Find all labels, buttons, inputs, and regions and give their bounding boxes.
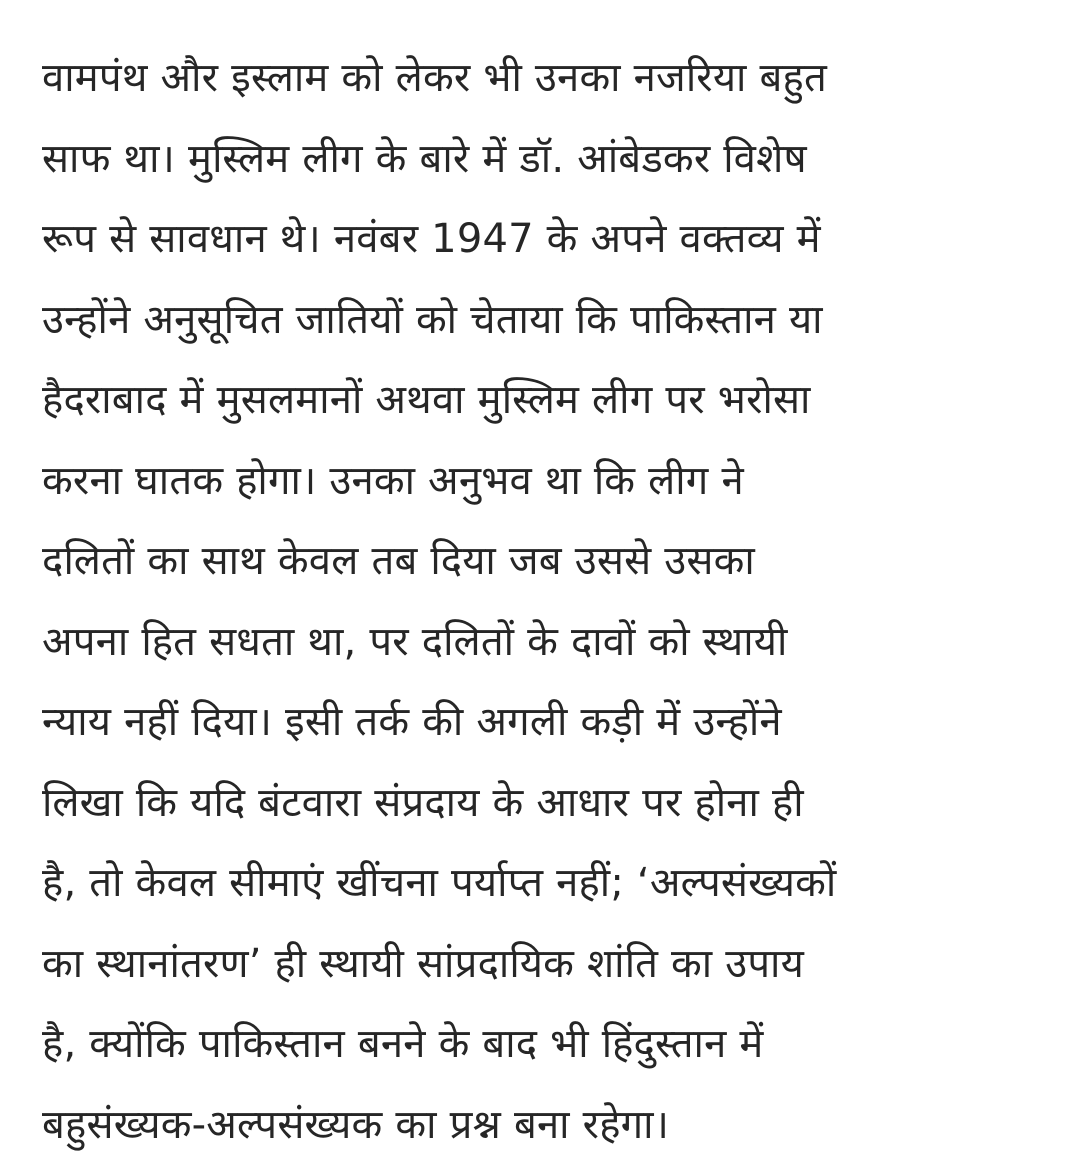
paragraph-line: वामपंथ और इस्लाम को लेकर भी उनका नजरिया बहुत bbox=[42, 38, 1052, 119]
paragraph-line: है, तो केवल सीमाएं खींचना पर्याप्त नहीं; ‘अल्पसंख्यकों bbox=[42, 843, 1052, 924]
paragraph-line: उन्होंने अनुसूचित जातियों को चेताया कि पाकिस्तान या bbox=[42, 280, 1052, 361]
paragraph-line: हैदराबाद में मुसलमानों अथवा मुस्लिम लीग पर भरोसा bbox=[42, 360, 1052, 441]
body-paragraph bbox=[42, 38, 1052, 1165]
paragraph-line: है, क्योंकि पाकिस्तान बनने के बाद भी हिंदुस्तान में bbox=[42, 1004, 1052, 1085]
paragraph-line: दलितों का साथ केवल तब दिया जब उससे उसका bbox=[42, 521, 1052, 602]
paragraph-line: करना घातक होगा। उनका अनुभव था कि लीग ने bbox=[42, 441, 1052, 522]
paragraph-line: लिखा कि यदि बंटवारा संप्रदाय के आधार पर होना ही bbox=[42, 763, 1052, 844]
paragraph-line: रूप से सावधान थे। नवंबर 1947 के अपने वक्तव्य में bbox=[42, 199, 1052, 280]
paragraph-line: न्याय नहीं दिया। इसी तर्क की अगली कड़ी में उन्होंने bbox=[42, 682, 1052, 763]
paragraph-line: साफ था। मुस्लिम लीग के बारे में डॉ. आंबेडकर विशेष bbox=[42, 119, 1052, 200]
paragraph-line: का स्थानांतरण’ ही स्थायी सांप्रदायिक शांति का उपाय bbox=[42, 924, 1052, 1005]
paragraph-line: अपना हित सधता था, पर दलितों के दावों को स्थायी bbox=[42, 602, 1052, 683]
paragraph-line: बहुसंख्यक-अल्पसंख्यक का प्रश्न बना रहेगा। bbox=[42, 1085, 1052, 1165]
